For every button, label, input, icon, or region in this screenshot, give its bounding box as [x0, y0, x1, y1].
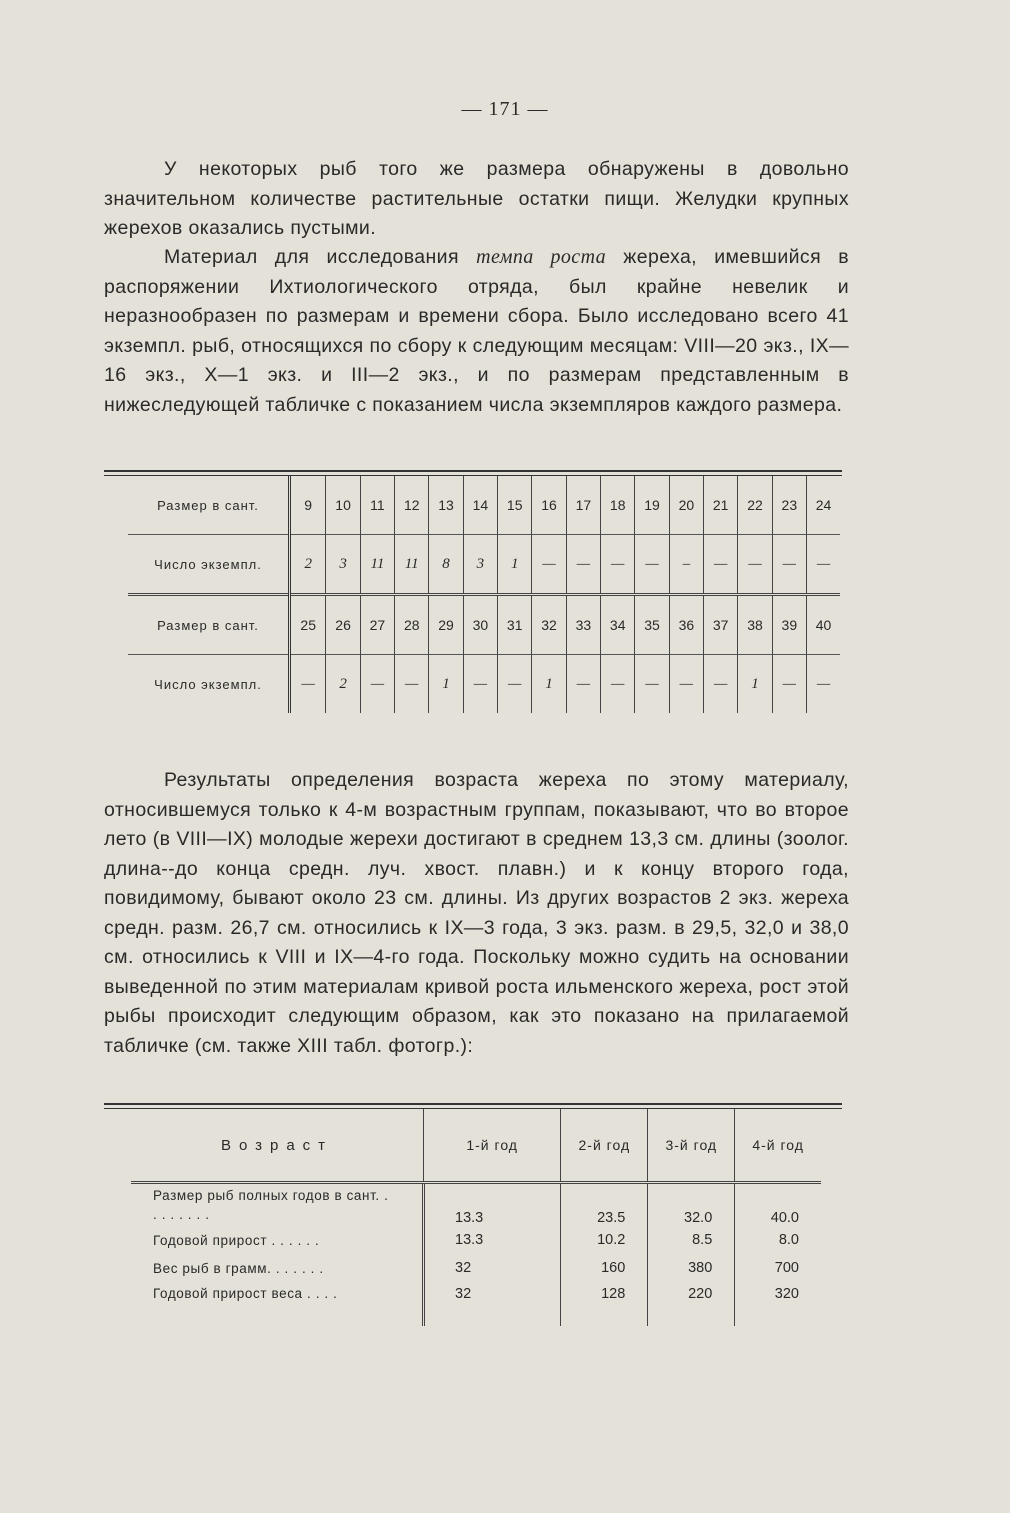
size-cell: 36 — [669, 595, 703, 655]
count-row — [128, 655, 840, 714]
count-cell: — — [290, 655, 326, 714]
size-cell: 29 — [429, 595, 463, 655]
size-cell: 34 — [601, 595, 635, 655]
age-header: Возраст — [131, 1109, 424, 1183]
row-label: Годовой прирост . . . . . . — [153, 1232, 320, 1248]
paragraph-1: У некоторых рыб того же размера обнаружены в довольно значительном количестве растительные остатки пищи. Желудки крупных жерехов оказались пустыми. — [104, 158, 849, 239]
count-cell: — — [772, 655, 806, 714]
size-cell: 40 — [807, 595, 841, 655]
size-cell: 32 — [532, 595, 566, 655]
size-cell: 13 — [429, 476, 463, 535]
size-cell: 26 — [326, 595, 360, 655]
table-cell: 128 — [561, 1282, 648, 1326]
row-label: Число экземпл. — [128, 655, 290, 714]
col-year-4: 4-й год — [735, 1109, 821, 1183]
size-cell: 14 — [463, 476, 497, 535]
count-cell: — — [807, 535, 841, 595]
table-cell: 10.2 — [561, 1226, 648, 1254]
count-cell: 1 — [532, 655, 566, 714]
size-cell: 37 — [704, 595, 738, 655]
row-label: Размер в сант. — [157, 497, 259, 513]
table-cell: 40.0 — [735, 1183, 821, 1227]
table-cell: 8.0 — [735, 1226, 821, 1254]
size-cell: 25 — [290, 595, 326, 655]
count-cell: 1 — [738, 655, 772, 714]
table-cell: 320 — [735, 1282, 821, 1326]
col-year-1: 1-й год — [424, 1109, 561, 1183]
table-row — [131, 1183, 821, 1227]
size-row — [128, 476, 840, 535]
row-label: Вес рыб в грамм. . . . . . . — [153, 1260, 324, 1276]
growth-header-row — [131, 1109, 821, 1183]
table-cell: 23.5 — [561, 1183, 648, 1227]
count-cell: 11 — [395, 535, 429, 595]
table-cell: 700 — [735, 1254, 821, 1282]
count-cell: — — [566, 535, 600, 595]
count-cell: 8 — [429, 535, 463, 595]
size-cell: 23 — [772, 476, 806, 535]
size-cell: 39 — [772, 595, 806, 655]
count-cell: 1 — [498, 535, 532, 595]
size-cell: 11 — [360, 476, 394, 535]
row-label: Годовой прирост веса . . . . — [153, 1286, 338, 1301]
table-row — [131, 1254, 821, 1282]
table-cell: 160 — [561, 1254, 648, 1282]
count-cell: — — [601, 535, 635, 595]
col-year-3: 3-й год — [648, 1109, 735, 1183]
size-cell: 30 — [463, 595, 497, 655]
size-cell: 18 — [601, 476, 635, 535]
paragraph-2-end: жереха, имевшийся в распоряжении Ихтиологического отряда, был крайне невелик и неразнообразен по размерам и времени сбора. Было исследовано всего 41 экземпл. рыб, относящихся по сбору к следующим месяцам: VIII—20 экз., IX—16 экз., X—1 экз. и III—2 экз., и по размерам представленным в нижеследующей табличке с показанием числа экземпляров каждого размера. — [104, 246, 849, 416]
count-cell: — — [395, 655, 429, 714]
table-cell: 13.3 — [424, 1226, 561, 1254]
count-row — [128, 535, 840, 595]
count-cell: 1 — [429, 655, 463, 714]
count-cell: — — [360, 655, 394, 714]
size-cell: 9 — [290, 476, 326, 535]
count-cell: — — [635, 535, 669, 595]
size-cell: 33 — [566, 595, 600, 655]
count-cell: — — [669, 655, 703, 714]
size-cell: 16 — [532, 476, 566, 535]
table-cell: 32.0 — [648, 1183, 735, 1227]
count-cell: 3 — [463, 535, 497, 595]
table-row — [131, 1226, 821, 1254]
count-cell: 2 — [326, 655, 360, 714]
size-cell: 21 — [704, 476, 738, 535]
count-cell: — — [532, 535, 566, 595]
table-cell: 220 — [648, 1282, 735, 1326]
size-cell: 10 — [326, 476, 360, 535]
count-cell: — — [704, 655, 738, 714]
table-cell: 32 — [424, 1254, 561, 1282]
growth-rate-emphasis: темпа роста — [476, 246, 607, 268]
count-cell: — — [738, 535, 772, 595]
size-cell: 28 — [395, 595, 429, 655]
size-row — [128, 595, 840, 655]
count-cell: — — [498, 655, 532, 714]
size-cell: 22 — [738, 476, 772, 535]
count-cell: 2 — [290, 535, 326, 595]
count-cell: — — [772, 535, 806, 595]
count-cell: — — [566, 655, 600, 714]
size-count-grid — [128, 476, 840, 713]
size-distribution-table — [104, 470, 842, 713]
count-cell: 3 — [326, 535, 360, 595]
table-cell: 32 — [424, 1282, 561, 1326]
paragraph-2-start: Материал для исследования — [164, 246, 477, 268]
size-cell: 20 — [669, 476, 703, 535]
table-cell: 380 — [648, 1254, 735, 1282]
count-cell: — — [807, 655, 841, 714]
size-cell: 27 — [360, 595, 394, 655]
size-cell: 24 — [807, 476, 841, 535]
growth-grid — [131, 1109, 821, 1326]
paragraph-3: Результаты определения возраста жереха по этому материалу, относившемуся только к 4-м возрастным группам, показывают, что во второе лето (в VIII—IX) молодые жерехи достигают в среднем 13,3 см. длины (зоолог. длина--до конца средн. луч. хвост. плавн.) и к концу второго года, повидимому, бывают около 23 см. длины. Из других возрастов 2 экз. жереха средн. разм. 26,7 см. относились к IX—3 года, 3 экз. разм. в 29,5, 32,0 и 38,0 см. относились к VIII и IX—4-го года. Поскольку можно судить на основании выведенной по этим материалам кривой роста ильменского жереха, рост этой рыбы происходит следующим образом, как это показано на прилагаемой табличке (см. также XIII табл. фотогр.): — [104, 769, 849, 1057]
count-cell: — — [704, 535, 738, 595]
table-cell: 8.5 — [648, 1226, 735, 1254]
paragraph-2 — [104, 243, 849, 420]
size-cell: 38 — [738, 595, 772, 655]
growth-table — [104, 1103, 842, 1326]
table-row — [131, 1282, 821, 1326]
table-cell: 13.3 — [424, 1183, 561, 1227]
count-cell: — — [463, 655, 497, 714]
size-cell: 15 — [498, 476, 532, 535]
size-cell: 31 — [498, 595, 532, 655]
size-cell: 12 — [395, 476, 429, 535]
size-cell: 19 — [635, 476, 669, 535]
row-label: Размер в сант. — [128, 595, 290, 655]
count-cell: — — [601, 655, 635, 714]
size-cell: 17 — [566, 476, 600, 535]
size-cell: 35 — [635, 595, 669, 655]
count-cell: – — [669, 535, 703, 595]
page-number: — 171 — — [461, 98, 549, 120]
row-label: Размер рыб полных годов в сант. . . . . . . . . — [153, 1188, 389, 1222]
col-year-2: 2-й год — [561, 1109, 648, 1183]
row-label: Число экземпл. — [128, 535, 290, 595]
count-cell: — — [635, 655, 669, 714]
count-cell: 11 — [360, 535, 394, 595]
